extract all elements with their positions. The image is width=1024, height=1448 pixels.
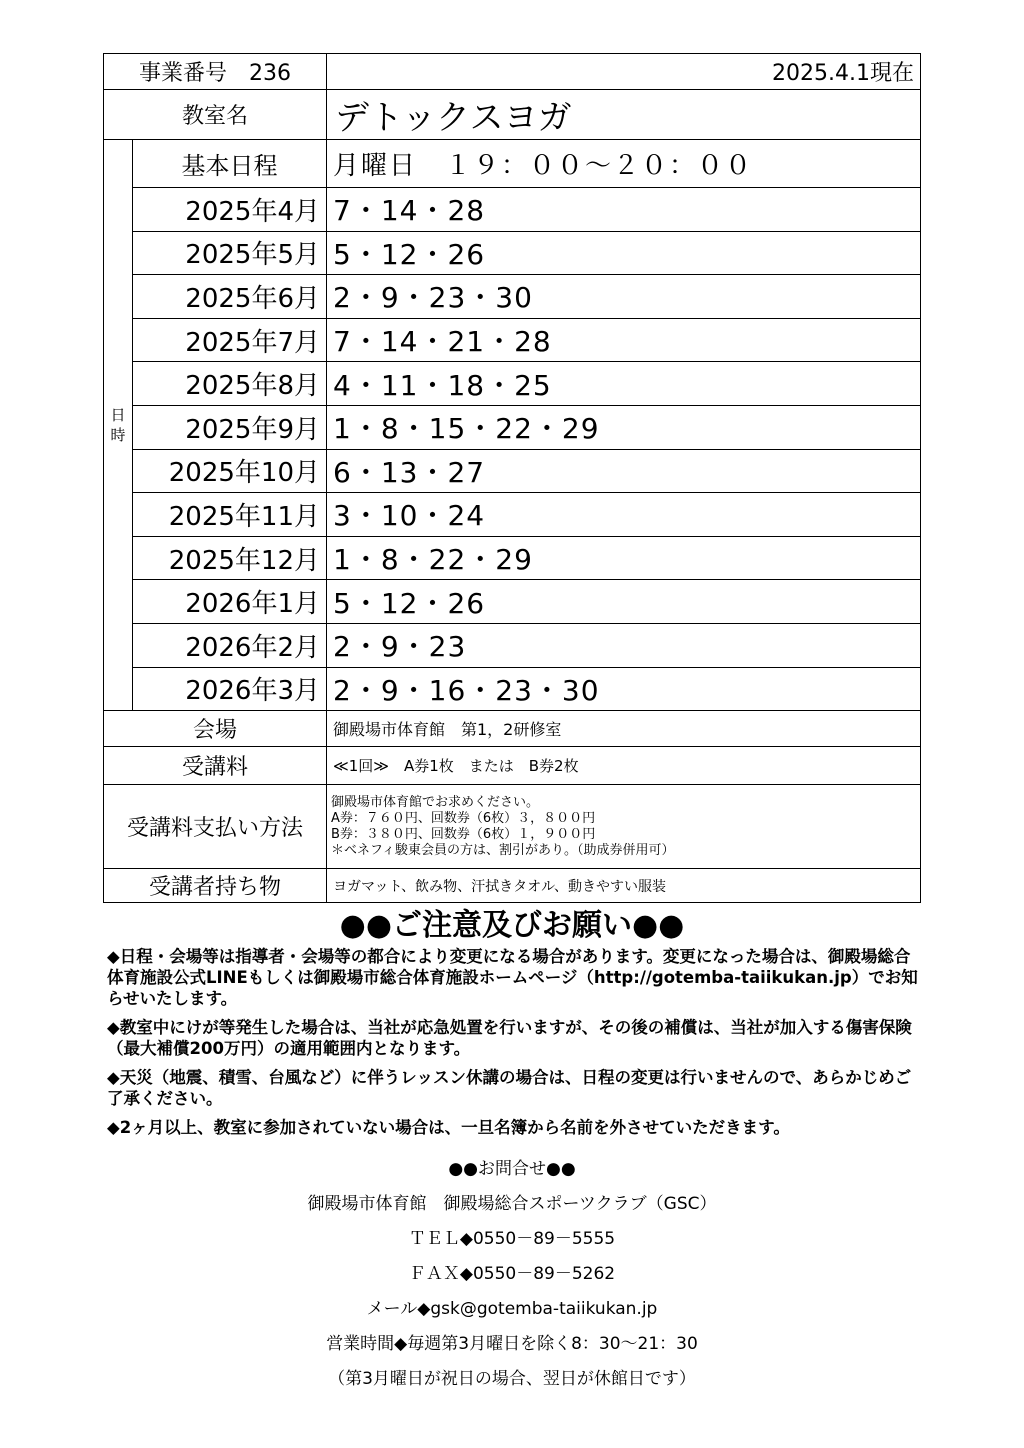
month-dates: 5・12・26 (327, 580, 921, 624)
month-label: 2025年9月 (133, 405, 327, 449)
month-row (104, 493, 921, 537)
month-label: 2025年4月 (133, 188, 327, 232)
payment-line: B券：３８０円、回数券（6枚）１，９００円 (331, 826, 596, 842)
payment-line: 御殿場市体育館でお求めください。 (331, 794, 540, 810)
payment-details (327, 785, 921, 869)
month-label: 2026年2月 (133, 623, 327, 667)
month-label: 2025年6月 (133, 275, 327, 319)
month-row (104, 667, 921, 711)
basic-schedule: 月曜日 １９：００～２０：００ (327, 140, 921, 188)
schedule-vertical-text: 日 時 (110, 406, 126, 445)
month-row (104, 623, 921, 667)
month-label: 2025年8月 (133, 362, 327, 406)
note-item: ◆2ヶ月以上、教室に参加されていない場合は、一旦名簿から名前を外させていただきます。 (107, 1118, 790, 1137)
contact-title: ●●お問合せ●● (448, 1159, 576, 1179)
month-label: 2025年12月 (133, 536, 327, 580)
month-label: 2026年3月 (133, 667, 327, 711)
month-row (104, 231, 921, 275)
month-dates: 6・13・27 (327, 449, 921, 493)
month-dates: 7・14・28 (327, 188, 921, 232)
venue-label: 会場 (104, 711, 327, 747)
month-dates: 2・9・23 (327, 623, 921, 667)
month-row (104, 318, 921, 362)
month-dates: 2・9・23・30 (327, 275, 921, 319)
notes-section (107, 946, 922, 1146)
class-info-table (103, 53, 921, 903)
business-number: 事業番号 236 (104, 54, 327, 90)
contact-section (0, 1152, 1024, 1397)
month-row (104, 362, 921, 406)
month-label: 2025年7月 (133, 318, 327, 362)
contact-mail: メール◆gsk@gotemba-taiikukan.jp (366, 1299, 658, 1319)
fee: ≪1回≫ A券1枚 または B券2枚 (327, 747, 921, 785)
contact-closed-note: （第3月曜日が祝日の場合、翌日が休館日です） (328, 1369, 696, 1389)
note-item: ◆天災（地震、積雪、台風など）に伴うレッスン休講の場合は、日程の変更は行いませんので、あらかじめご了承ください。 (107, 1068, 912, 1108)
fee-label: 受講料 (104, 747, 327, 785)
contact-hours: 営業時間◆毎週第3月曜日を除く8：30～21：30 (326, 1334, 698, 1354)
month-dates: 1・8・15・22・29 (327, 405, 921, 449)
month-row (104, 449, 921, 493)
contact-org: 御殿場市体育館 御殿場総合スポーツクラブ（GSC） (307, 1194, 717, 1214)
month-label: 2025年5月 (133, 231, 327, 275)
month-dates: 4・11・18・25 (327, 362, 921, 406)
belongings: ヨガマット、飲み物、汗拭きタオル、動きやすい服装 (327, 869, 921, 903)
class-name-label: 教室名 (104, 90, 327, 140)
contact-fax: ＦＡＸ◆0550－89－5262 (408, 1264, 616, 1284)
belongings-label: 受講者持ち物 (104, 869, 327, 903)
schedule-vertical-label (104, 140, 133, 711)
payment-label: 受講料支払い方法 (104, 785, 327, 869)
month-dates: 3・10・24 (327, 493, 921, 537)
as-of-date: 2025.4.1現在 (327, 54, 921, 90)
month-row (104, 275, 921, 319)
class-name: デトックスヨガ (327, 90, 921, 140)
payment-line: ＊ベネフィ駿東会員の方は、割引があり。（助成券併用可） (331, 842, 675, 858)
month-row (104, 536, 921, 580)
note-item: ◆日程・会場等は指導者・会場等の都合により変更になる場合があります。変更になった場合は、御殿場総合体育施設公式LINEもしくは御殿場市総合体育施設ホームページ（http://gotemba-taiikukan.jp）でお知らせいたします。 (107, 947, 918, 1008)
contact-tel: ＴＥＬ◆0550－89－5555 (408, 1229, 616, 1249)
month-dates: 1・8・22・29 (327, 536, 921, 580)
basic-schedule-label: 基本日程 (133, 140, 327, 188)
month-label: 2026年1月 (133, 580, 327, 624)
month-row (104, 188, 921, 232)
venue: 御殿場市体育館 第1，2研修室 (327, 711, 921, 747)
month-row (104, 405, 921, 449)
notice-title: ●●ご注意及びお願い●● (339, 908, 685, 943)
payment-line: A券：７６０円、回数券（6枚）３，８００円 (331, 810, 596, 826)
month-dates: 5・12・26 (327, 231, 921, 275)
month-dates: 2・9・16・23・30 (327, 667, 921, 711)
month-row (104, 580, 921, 624)
month-dates: 7・14・21・28 (327, 318, 921, 362)
note-item: ◆教室中にけが等発生した場合は、当社が応急処置を行いますが、その後の補償は、当社が加入する傷害保険（最大補償200万円）の適用範囲内となります。 (107, 1018, 912, 1058)
month-label: 2025年10月 (133, 449, 327, 493)
month-label: 2025年11月 (133, 493, 327, 537)
